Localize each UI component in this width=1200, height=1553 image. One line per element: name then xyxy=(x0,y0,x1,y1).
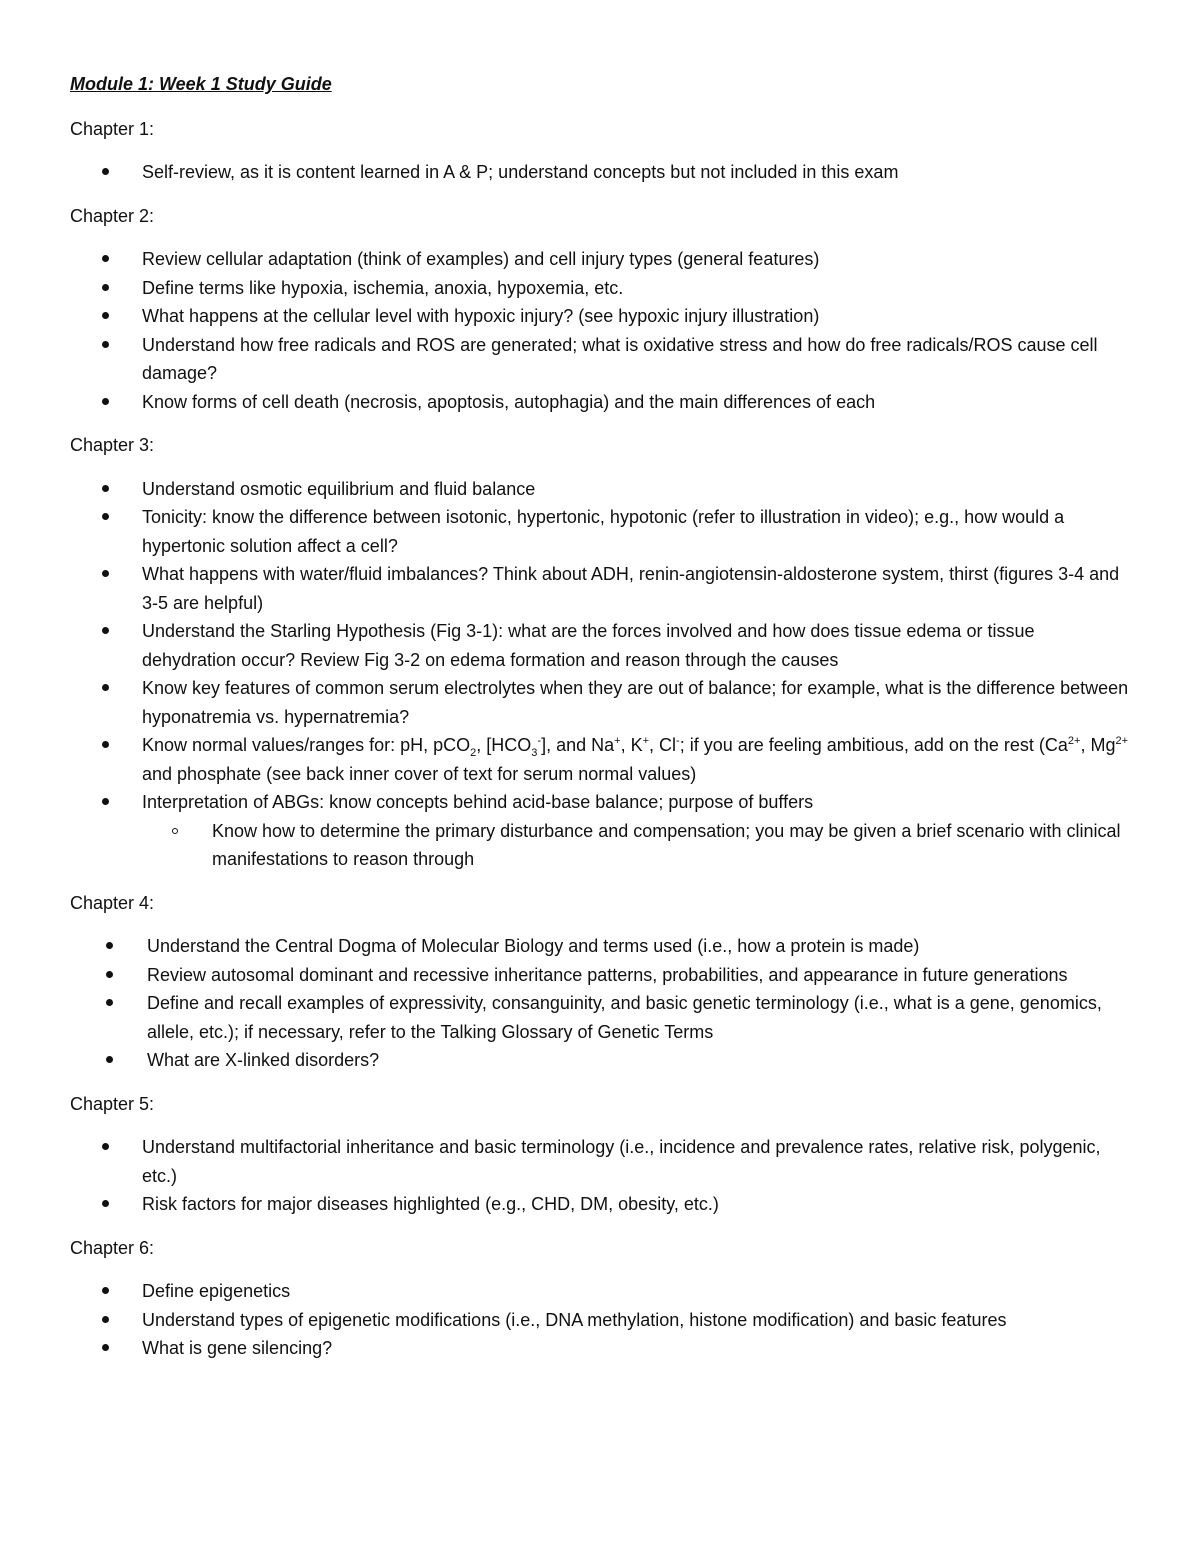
chapter-6-heading: Chapter 6: xyxy=(70,1237,155,1258)
bullet-icon xyxy=(102,341,109,348)
list-item-text: Understand the Central Dogma of Molecular Biology and terms used (i.e., how a protein is made) xyxy=(147,936,920,956)
text-run: and phosphate (see back inner cover of text for serum normal values) xyxy=(142,763,697,784)
chapter-5-list xyxy=(70,1133,1130,1219)
list-item xyxy=(70,388,1130,417)
superscript: + xyxy=(642,735,650,747)
bullet-icon xyxy=(102,485,109,492)
list-item xyxy=(70,674,1130,731)
chapter-1-list xyxy=(70,158,1130,187)
subscript: 3 xyxy=(531,746,538,759)
list-item-text: Review autosomal dominant and recessive inheritance patterns, probabilities, and appearance in future generations xyxy=(147,964,1068,985)
list-item-text: Understand types of epigenetic modifications (i.e., DNA methylation, histone modification) and basic features xyxy=(142,1309,1007,1330)
bullet-icon xyxy=(102,798,109,805)
list-item xyxy=(70,302,1130,331)
chapter-5-heading: Chapter 5: xyxy=(70,1093,155,1114)
bullet-icon xyxy=(106,1056,113,1063)
list-item xyxy=(70,475,1130,504)
list-item-text: What happens with water/fluid imbalances? Think about ADH, renin-angiotensin-aldosterone system, thirst (figures 3-4 and 3-5 are helpful) xyxy=(142,564,1120,613)
list-item-text: Know key features of common serum electrolytes when they are out of balance; for example, what is the difference between hyponatremia vs. hypernatremia? xyxy=(142,678,1129,727)
text-run: ], and Na xyxy=(541,735,615,755)
superscript: - xyxy=(537,735,542,747)
superscript: 2+ xyxy=(1067,735,1081,747)
chapter-3-list xyxy=(70,475,1130,874)
list-item xyxy=(70,158,1130,187)
list-item-text: What are X-linked disorders? xyxy=(147,1050,380,1070)
list-item-text: Tonicity: know the difference between isotonic, hypertonic, hypotonic (refer to illustration in video); e.g., how would a hypertonic solution affect a cell? xyxy=(142,507,1065,556)
list-item-text: What is gene silencing? xyxy=(142,1338,333,1358)
list-item xyxy=(70,503,1130,560)
bullet-icon xyxy=(106,971,113,978)
list-item xyxy=(70,1334,1130,1363)
list-item xyxy=(70,932,1130,961)
document-title: Module 1: Week 1 Study Guide xyxy=(70,74,332,94)
text-run: , Mg xyxy=(1080,735,1116,755)
text-run: Know normal values/ranges for: pH, pCO xyxy=(142,735,471,755)
chapter-4-list xyxy=(70,932,1130,1075)
chapter-2-list xyxy=(70,245,1130,416)
list-item-text: Know forms of cell death (necrosis, apoptosis, autophagia) and the main differences of each xyxy=(142,391,876,412)
bullet-icon xyxy=(102,1200,109,1207)
list-item xyxy=(70,1190,1130,1219)
text-run: , K xyxy=(620,735,643,755)
list-item-text: Define and recall examples of expressivity, consanguinity, and basic genetic terminology (i.e., what is a gene, genomics, allele, etc.); if necessary, refer to the Talking Glossary of Genetic Terms xyxy=(147,993,1102,1042)
circle-bullet-icon xyxy=(172,828,178,834)
list-item-text: Define terms like hypoxia, ischemia, anoxia, hypoxemia, etc. xyxy=(142,277,624,298)
list-item xyxy=(70,788,1130,874)
list-item xyxy=(70,961,1130,990)
list-item-text: Understand osmotic equilibrium and fluid balance xyxy=(142,478,536,499)
bullet-icon xyxy=(106,999,113,1006)
superscript: - xyxy=(676,735,680,747)
superscript: 2+ xyxy=(1115,735,1129,747)
bullet-icon xyxy=(102,570,109,577)
bullet-icon xyxy=(102,312,109,319)
text-run: , Cl xyxy=(649,735,677,755)
list-item xyxy=(70,989,1130,1046)
chapter-6-list xyxy=(70,1277,1130,1363)
bullet-icon xyxy=(102,168,109,175)
list-item-text: What happens at the cellular level with hypoxic injury? (see hypoxic injury illustration) xyxy=(142,306,820,326)
list-item xyxy=(70,617,1130,674)
superscript: + xyxy=(614,735,621,747)
list-item xyxy=(70,1306,1130,1335)
chapter-4-heading: Chapter 4: xyxy=(70,892,155,913)
text-run: ; if you are feeling ambitious, add on the rest (Ca xyxy=(679,735,1068,755)
text-run: , [HCO xyxy=(476,735,532,755)
list-item-text: Review cellular adaptation (think of examples) and cell injury types (general features) xyxy=(142,249,820,269)
list-item-text: Understand the Starling Hypothesis (Fig 3-1): what are the forces involved and how does tissue edema or tissue dehydration occur? Review Fig 3-2 on edema formation and reason through the causes xyxy=(142,621,1035,670)
bullet-icon xyxy=(102,1344,109,1351)
list-item-text: Understand how free radicals and ROS are generated; what is oxidative stress and how do free radicals/ROS cause cell damage? xyxy=(142,334,1098,383)
subscript: 2 xyxy=(470,746,477,759)
list-item xyxy=(70,1046,1130,1075)
bullet-icon xyxy=(102,284,109,291)
sub-list-item xyxy=(142,817,1130,874)
list-item xyxy=(70,1133,1130,1190)
bullet-icon xyxy=(102,1316,109,1323)
bullet-icon xyxy=(102,513,109,520)
list-item xyxy=(70,560,1130,617)
list-item-text: Risk factors for major diseases highlighted (e.g., CHD, DM, obesity, etc.) xyxy=(142,1194,719,1214)
chapter-3-heading: Chapter 3: xyxy=(70,435,155,455)
bullet-icon xyxy=(106,942,113,949)
chapter-1-heading: Chapter 1: xyxy=(70,118,155,139)
bullet-icon xyxy=(102,627,109,634)
list-item xyxy=(70,245,1130,274)
list-item-text: Define epigenetics xyxy=(142,1281,291,1301)
study-guide-page xyxy=(70,70,1130,1378)
list-item xyxy=(70,331,1130,388)
abg-sub-list xyxy=(142,817,1130,874)
list-item-text: Interpretation of ABGs: know concepts behind acid-base balance; purpose of buffers xyxy=(142,792,814,812)
list-item-text: Self-review, as it is content learned in A & P; understand concepts but not included in this exam xyxy=(142,162,899,182)
list-item xyxy=(70,274,1130,303)
bullet-icon xyxy=(102,684,109,691)
bullet-icon xyxy=(102,255,109,262)
list-item xyxy=(70,1277,1130,1306)
sub-list-item-text: Know how to determine the primary disturbance and compensation; you may be given a brief scenario with clinical manifestations to reason through xyxy=(212,820,1121,869)
normal-values-text xyxy=(142,735,1128,784)
bullet-icon xyxy=(102,398,109,405)
bullet-icon xyxy=(102,741,109,748)
list-item-text: Understand multifactorial inheritance and basic terminology (i.e., incidence and prevalence rates, relative risk, polygenic, etc.) xyxy=(142,1137,1101,1186)
chapter-2-heading: Chapter 2: xyxy=(70,205,155,226)
list-item-normal-values xyxy=(70,731,1130,788)
bullet-icon xyxy=(102,1287,109,1294)
bullet-icon xyxy=(102,1143,109,1150)
